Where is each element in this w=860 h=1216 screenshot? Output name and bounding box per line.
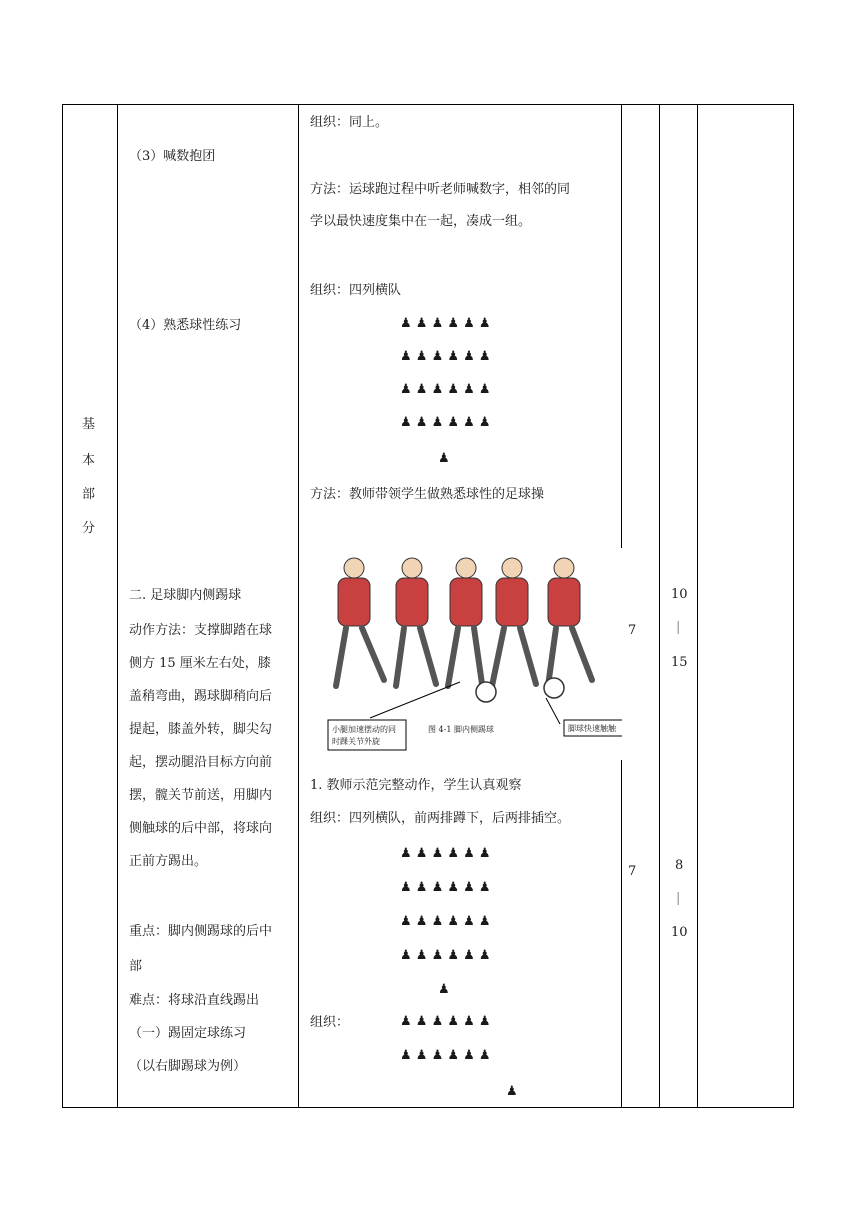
teacher-marker: ♟	[438, 451, 450, 466]
org-1: 组织：同上。	[310, 115, 389, 130]
formation-row: ♟ ♟ ♟ ♟ ♟ ♟	[400, 415, 491, 430]
section-char-1: 基	[82, 417, 96, 432]
formation-row: ♟ ♟ ♟ ♟ ♟ ♟	[400, 914, 491, 929]
formation-row: ♟ ♟ ♟ ♟ ♟ ♟	[400, 382, 491, 397]
teacher-marker: ♟	[438, 982, 450, 997]
method-line-7: 侧触球的后中部，将球向	[129, 821, 273, 836]
sub-1-note: （以右脚踢球为例）	[129, 1059, 247, 1074]
formation-diagram-2	[400, 846, 500, 996]
method-line-2: 侧方 15 厘米左右处，膝	[129, 656, 271, 671]
col-border-3a	[621, 104, 622, 548]
item-4-title: （4）熟悉球性练习	[129, 318, 242, 333]
section-char-3: 部	[82, 487, 96, 502]
method-line-4: 提起，膝盖外转，脚尖勾	[129, 722, 273, 737]
figure-right-caption: 脚球快速触触	[568, 724, 616, 733]
teacher-marker: ♟	[506, 1084, 518, 1099]
kick-technique-figure	[310, 548, 622, 760]
table-top-border	[62, 104, 794, 105]
formation-diagram-3	[400, 1014, 530, 1104]
intensity-b-sep: |	[676, 891, 681, 906]
col-border-0	[62, 104, 63, 1108]
table-bottom-border	[62, 1107, 794, 1108]
method-line-8: 正前方踢出。	[129, 854, 208, 869]
difficulty: 难点：将球沿直线踢出	[129, 993, 260, 1008]
sub-1-title: （一）踢固定球练习	[129, 1026, 247, 1041]
formation-row: ♟ ♟ ♟ ♟ ♟ ♟	[400, 316, 491, 331]
figure-center-caption: 图 4-1 脚内侧踢球	[428, 725, 494, 734]
method-1-line-1: 方法：运球跑过程中听老师喊数字，相邻的同	[310, 182, 571, 197]
figure-left-caption-1: 小腿加速摆动的同	[332, 725, 396, 734]
method-line-1: 动作方法：支撑脚踏在球	[129, 623, 273, 638]
formation-row: ♟ ♟ ♟ ♟ ♟ ♟	[400, 349, 491, 364]
intensity-a-top: 10	[671, 587, 688, 602]
method-line-5: 起，摆动腿沿目标方向前	[129, 755, 273, 770]
time-2: 7	[628, 864, 637, 879]
formation-diagram-1	[400, 316, 500, 466]
org-4: 组织：	[310, 1015, 350, 1030]
col-border-4	[659, 104, 660, 1108]
part-2-title: 二. 足球脚内侧踢球	[129, 588, 242, 603]
col-border-6	[793, 104, 794, 1108]
key-point-line-1: 重点：脚内侧踢球的后中	[129, 924, 273, 939]
section-char-4: 分	[82, 521, 96, 536]
formation-row: ♟ ♟ ♟ ♟ ♟ ♟	[400, 846, 491, 861]
col-border-5	[697, 104, 698, 1108]
col-border-3b	[621, 760, 622, 1108]
method-line-6: 摆，髋关节前送，用脚内	[129, 788, 273, 803]
formation-row: ♟ ♟ ♟ ♟ ♟ ♟	[400, 1014, 491, 1029]
org-3: 组织：四列横队，前两排蹲下，后两排插空。	[310, 811, 571, 826]
method-1-line-2: 学以最快速度集中在一起，凑成一组。	[310, 214, 532, 229]
key-point-line-2: 部	[129, 959, 143, 974]
method-line-3: 盖稍弯曲，踢球脚稍向后	[129, 689, 273, 704]
time-1: 7	[628, 623, 637, 638]
step-1: 1. 教师示范完整动作，学生认真观察	[310, 778, 522, 793]
method-2: 方法：教师带领学生做熟悉球性的足球操	[310, 487, 545, 502]
figure-left-caption-2: 时踝关节外旋	[332, 737, 380, 746]
formation-row: ♟ ♟ ♟ ♟ ♟ ♟	[400, 1048, 491, 1063]
intensity-a-sep: |	[676, 620, 681, 635]
col-border-2	[298, 104, 299, 1108]
formation-row: ♟ ♟ ♟ ♟ ♟ ♟	[400, 948, 491, 963]
org-2: 组织：四列横队	[310, 283, 402, 298]
section-char-2: 本	[82, 453, 96, 468]
intensity-a-bottom: 15	[671, 655, 688, 670]
item-3-title: （3）喊数抱团	[129, 149, 216, 164]
intensity-b-top: 8	[675, 858, 684, 873]
col-border-1	[117, 104, 118, 1108]
intensity-b-bottom: 10	[671, 925, 688, 940]
formation-row: ♟ ♟ ♟ ♟ ♟ ♟	[400, 880, 491, 895]
